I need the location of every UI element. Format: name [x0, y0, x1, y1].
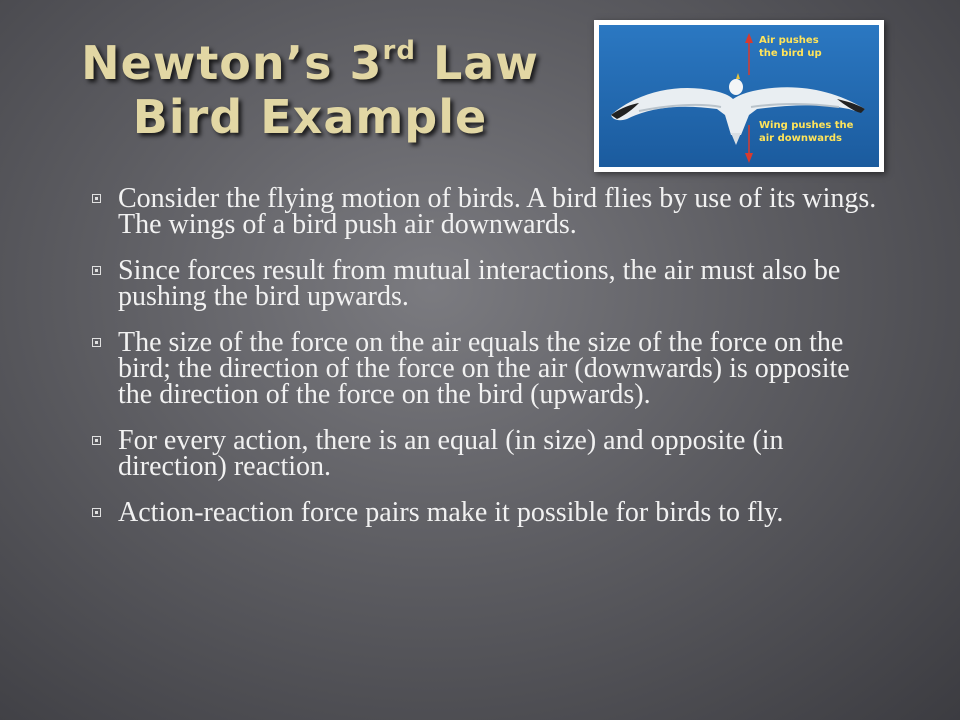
bullet-list — [88, 183, 888, 546]
title-superscript: rd — [382, 36, 416, 66]
bird-illustration — [599, 25, 879, 167]
title-line-1: Newton’s 3rd Law — [81, 36, 539, 90]
bullet-square-icon — [92, 266, 101, 275]
label-air-pushes-1: Air pushes — [759, 35, 819, 46]
slide-title — [80, 36, 540, 144]
bullet-item: For every action, there is an equal (in size) and opposite (in direction) reaction. — [88, 428, 888, 480]
bird-figure — [594, 20, 884, 172]
label-wing-pushes-2: air downwards — [759, 133, 843, 144]
bullet-square-icon — [92, 436, 101, 445]
bullet-square-icon — [92, 338, 101, 347]
bullet-item: Since forces result from mutual interactions, the air must also be pushing the bird upwards. — [88, 258, 888, 310]
bullet-item: Consider the flying motion of birds. A bird flies by use of its wings. The wings of a bird push air downwards. — [88, 186, 888, 238]
bullet-square-icon — [92, 194, 101, 203]
bullet-item: Action-reaction force pairs make it possible for birds to fly. — [88, 500, 888, 526]
label-wing-pushes-1: Wing pushes the — [759, 120, 854, 131]
title-line-2: Bird Example — [132, 90, 488, 144]
label-air-pushes-2: the bird up — [759, 48, 822, 59]
bullet-item: The size of the force on the air equals the size of the force on the bird; the direction of the force on the air (downwards) is opposite the direction of the force on the bird (upwards). — [88, 330, 888, 408]
bullet-square-icon — [92, 508, 101, 517]
